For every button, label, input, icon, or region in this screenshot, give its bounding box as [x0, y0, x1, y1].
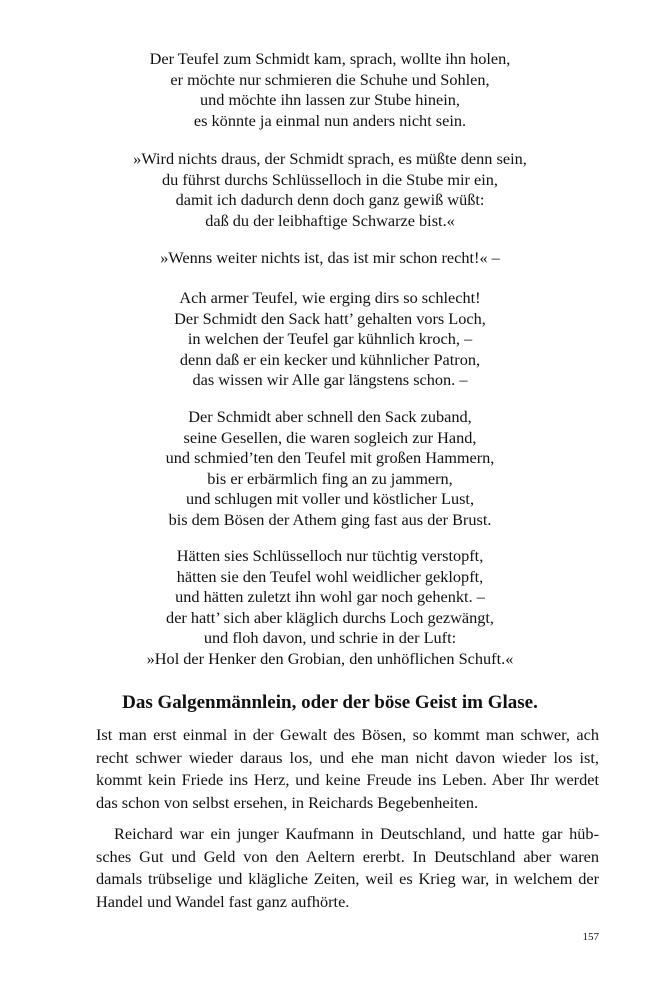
- paragraph-line: das schon von selbst ersehen, in Reichards Begebenheiten.: [96, 792, 479, 812]
- poem-line: der hatt’ sich aber kläglich durchs Loch gezwängt,: [166, 607, 494, 627]
- poem-line: in welchen der Teufel gar kühnlich kroch, –: [187, 329, 473, 349]
- poem-line: du führst durchs Schlüsselloch in die Stube mir ein,: [162, 169, 498, 189]
- poem-stanza: [80, 49, 580, 131]
- body-paragraph: [96, 724, 599, 814]
- poem-line: Hätten sies Schlüsselloch nur tüchtig verstopft,: [176, 546, 484, 565]
- poem-line: bis er erbärmlich fing an zu jammern,: [207, 468, 453, 488]
- poem-line: »Wird nichts draus, der Schmidt sprach, es müßte denn sein,: [133, 149, 527, 168]
- poem-line: Der Teufel zum Schmidt kam, sprach, wollte ihn holen,: [149, 49, 511, 68]
- paragraph-line: sches Gut und Geld von den Aeltern ererbt. In Deutschland aber waren: [96, 846, 599, 866]
- poem-line: er möchte nur schmieren die Schuhe und Sohlen,: [170, 69, 490, 89]
- poem-line: bis dem Bösen der Athem ging fast aus der Brust.: [168, 509, 492, 529]
- poem-line: »Wenns weiter nichts ist, das ist mir schon recht!« –: [160, 248, 500, 267]
- poem-line: denn daß er ein kecker und kühnlicher Patron,: [179, 349, 481, 369]
- poem-stanza: [80, 546, 580, 670]
- poem-line: Ach armer Teufel, wie erging dirs so schlecht!: [179, 288, 481, 307]
- paragraph-line: kommt kein Friede ins Herz, und keine Freude ins Leben. Aber Ihr werdet: [96, 770, 599, 790]
- poem-line: und hätten zuletzt ihn wohl gar noch gehenkt. –: [175, 587, 485, 607]
- paragraph-line: Reichard war ein junger Kaufmann in Deutschland, und hatte gar hüb-: [114, 824, 599, 843]
- poem-line: Der Schmidt aber schnell den Sack zuband,: [188, 407, 472, 426]
- chapter-heading: Das Galgenmännlein, oder der böse Geist im Glase.: [122, 692, 538, 713]
- poem-line: damit ich dadurch denn doch ganz gewiß wüßt:: [175, 190, 485, 210]
- poem-line: seine Gesellen, die waren sogleich zur Hand,: [183, 427, 477, 447]
- paragraph-line: damals trübselige und klägliche Zeiten, weil es Krieg war, in welchem der: [96, 869, 599, 889]
- paragraph-line: Ist man erst einmal in der Gewalt des Bösen, so kommt man schwer, ach: [96, 725, 599, 744]
- page-number: 157: [582, 931, 599, 943]
- poem-stanza: [80, 149, 580, 231]
- poem-line: Der Schmidt den Sack hatt’ gehalten vors Loch,: [174, 308, 486, 328]
- poem-line: »Hol der Henker den Grobian, den unhöflichen Schuft.«: [146, 648, 514, 668]
- poem-line: das wissen wir Alle gar längstens schon. –: [192, 370, 468, 390]
- poem-stanza: [80, 288, 580, 391]
- poem-line: und schmied’ten den Teufel mit großen Hammern,: [165, 448, 495, 468]
- poem-line: daß du der leibhaftige Schwarze bist.«: [205, 210, 455, 230]
- poem-stanza: [80, 407, 580, 531]
- poem-line: und möchte ihn lassen zur Stube hinein,: [200, 90, 460, 110]
- poem-line: es könnte ja einmal nun anders nicht sein.: [193, 110, 467, 130]
- body-paragraph: [96, 823, 599, 913]
- poem-line: und floh davon, und schrie in der Luft:: [203, 628, 457, 648]
- paragraph-line: Handel und Wandel fast ganz aufhörte.: [96, 891, 350, 911]
- paragraph-line: recht schwer wieder daraus los, und ehe man nicht davon wieder los ist,: [96, 747, 599, 767]
- poem-line: hätten sie den Teufel wohl weidlicher geklopft,: [176, 566, 484, 586]
- poem-line: und schlugen mit voller und köstlicher Lust,: [185, 489, 475, 509]
- poem-stanza: [80, 248, 580, 269]
